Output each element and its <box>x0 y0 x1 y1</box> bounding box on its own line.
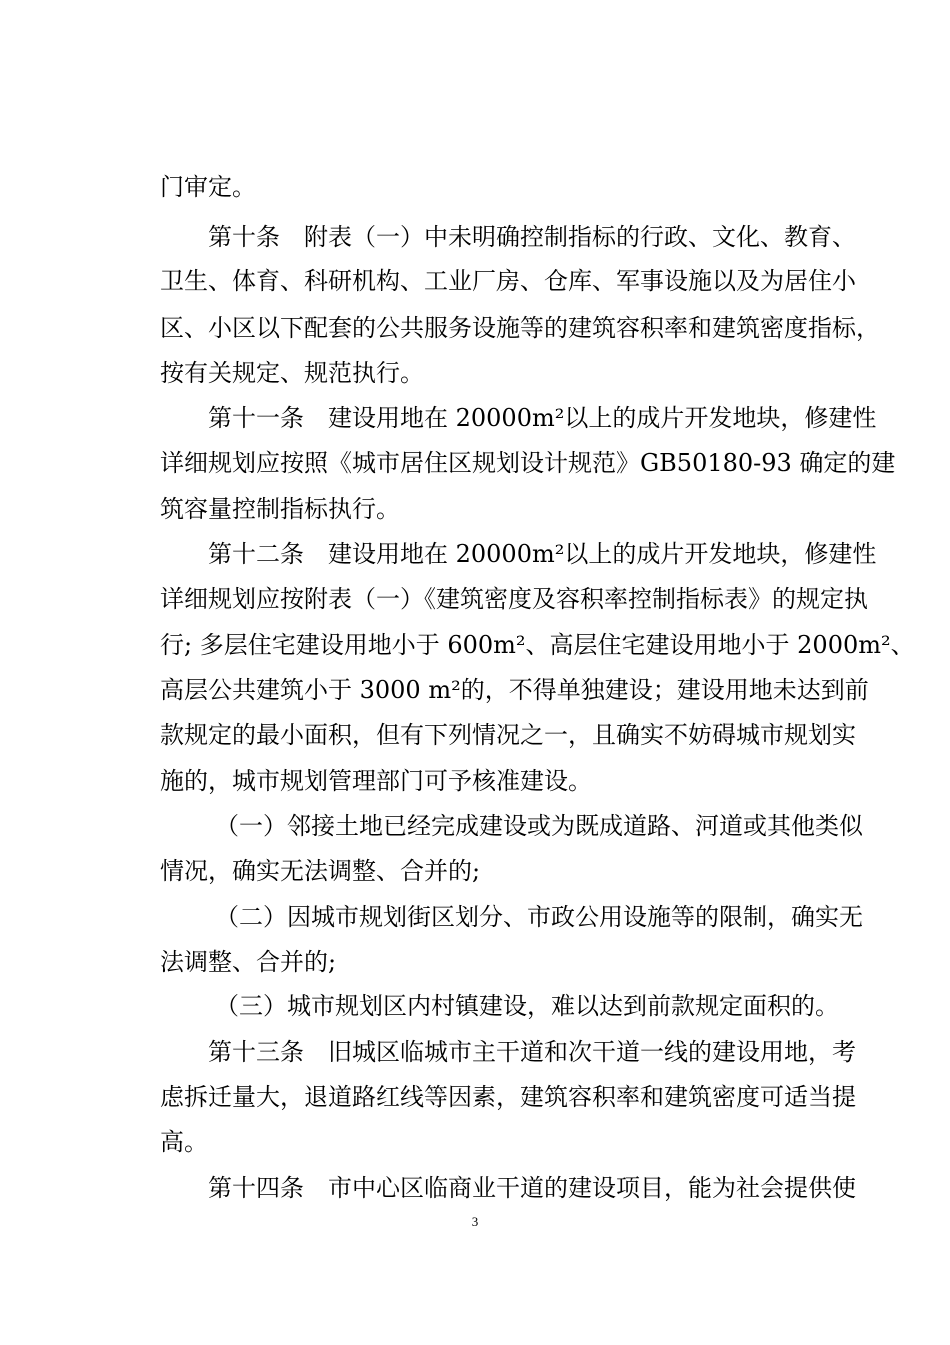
article-14-line: 第十四条 市中心区临商业干道的建设项目，能为社会提供使 <box>208 1174 856 1202</box>
clause-1-line: （一）邻接土地已经完成建设或为既成道路、河道或其他类似 <box>215 812 863 840</box>
article-13-line: 第十三条 旧城区临城市主干道和次干道一线的建设用地，考 <box>208 1038 856 1066</box>
article-12-line: 施的，城市规划管理部门可予核准建设。 <box>160 767 592 795</box>
article-11-line: 详细规划应按照《城市居住区规划设计规范》GB50180-93 确定的建 <box>160 449 896 477</box>
article-12-line: 第十二条 建设用地在 20000m²以上的成片开发地块，修建性 <box>208 540 877 568</box>
article-13-line: 虑拆迁量大，退道路红线等因素，建筑容积率和建筑密度可适当提 <box>160 1083 856 1111</box>
article-10-line: 区、小区以下配套的公共服务设施等的建筑容积率和建筑密度指标， <box>160 314 880 342</box>
article-12-line: 行; 多层住宅建设用地小于 600m²、高层住宅建设用地小于 2000m²、 <box>160 631 915 659</box>
article-10-line: 第十条 附表（一）中未明确控制指标的行政、文化、教育、 <box>208 223 856 251</box>
page-number: 3 <box>471 1214 479 1229</box>
article-10-line: 按有关规定、规范执行。 <box>160 359 424 387</box>
article-11-line: 筑容量控制指标执行。 <box>160 495 400 523</box>
clause-3-line: （三）城市规划区内村镇建设，难以达到前款规定面积的。 <box>215 992 839 1020</box>
article-13-line: 高。 <box>160 1128 208 1156</box>
article-12-line: 详细规划应按附表（一）《建筑密度及容积率控制指标表》的规定执 <box>160 585 868 613</box>
article-12-line: 高层公共建筑小于 3000 m²的，不得单独建设；建设用地未达到前 <box>160 676 869 704</box>
clause-2-line: （二）因城市规划街区划分、市政公用设施等的限制，确实无 <box>215 903 863 931</box>
article-12-line: 款规定的最小面积，但有下列情况之一，且确实不妨碍城市规划实 <box>160 721 856 749</box>
paragraph-line: 门审定。 <box>160 173 256 201</box>
article-11-line: 第十一条 建设用地在 20000m²以上的成片开发地块，修建性 <box>208 404 877 432</box>
clause-1-line: 情况，确实无法调整、合并的; <box>160 857 481 885</box>
clause-2-line: 法调整、合并的; <box>160 948 337 976</box>
article-10-line: 卫生、体育、科研机构、工业厂房、仓库、军事设施以及为居住小 <box>160 267 856 295</box>
